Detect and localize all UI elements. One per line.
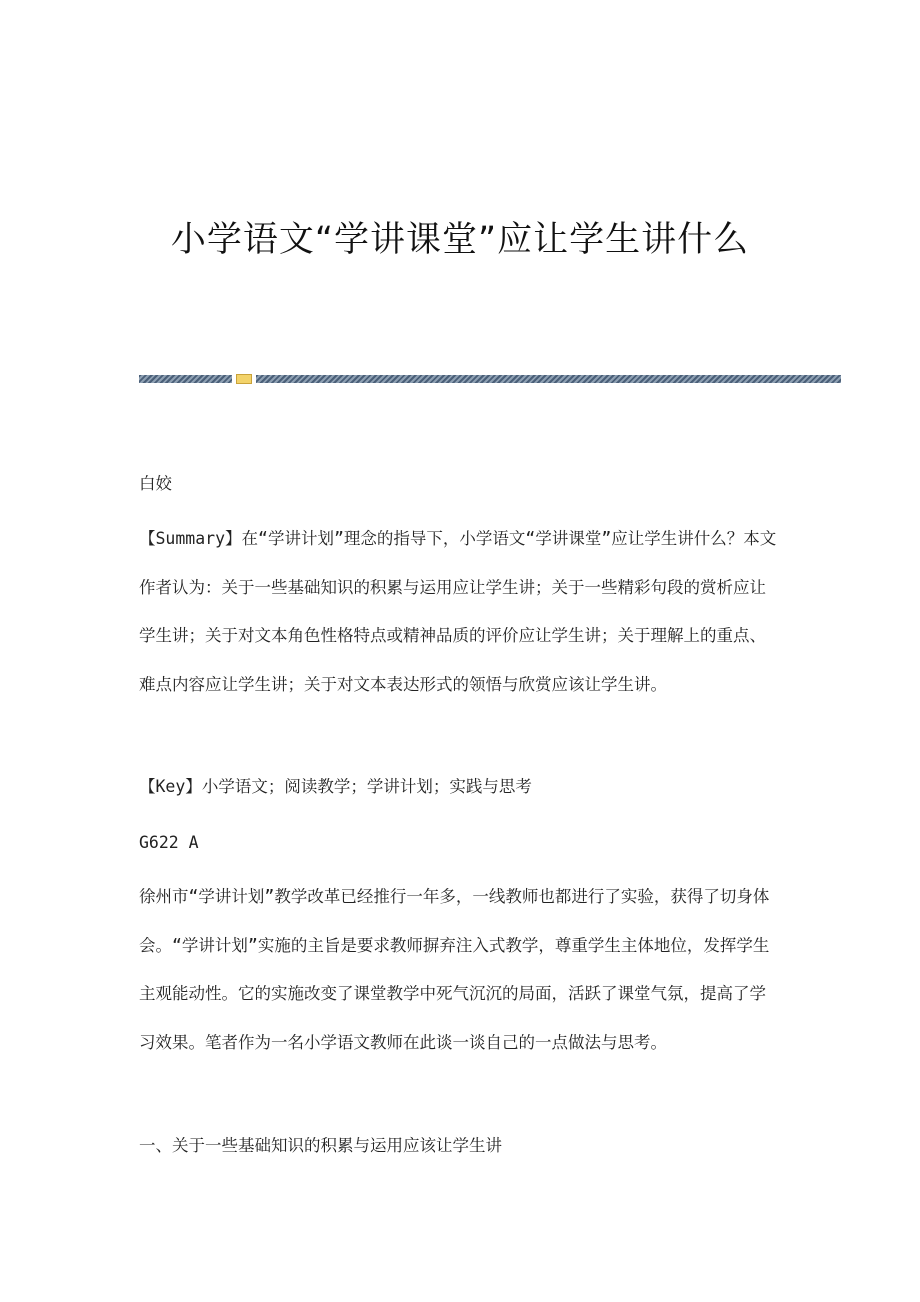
section-heading: 一、关于一些基础知识的积累与运用应该让学生讲 xyxy=(139,1136,502,1155)
keywords-label: 【Key】 xyxy=(139,777,202,796)
summary-label: 【Summary】 xyxy=(139,529,242,548)
author-name: 白姣 xyxy=(139,474,172,493)
keywords-text: 小学语文；阅读教学；学讲计划；实践与思考 xyxy=(201,777,532,796)
keywords-paragraph xyxy=(139,763,781,812)
body-paragraph: 徐州市“学讲计划”教学改革已经推行一年多，一线教师也都进行了实验，获得了切身体会。“学讲计划”实施的主旨是要求教师摒弃注入式教学，尊重学生主体地位，发挥学生主观能动性。它的实施改变了课堂教学中死气沉沉的局面，活跃了课堂气氛，提高了学习效果。笔者作为一名小学语文教师在此谈一谈自己的一点做法与思考。 xyxy=(139,887,770,1052)
title-divider-right xyxy=(256,375,841,383)
classification-code: G622 A xyxy=(139,833,199,852)
document-title: 小学语文“学讲课堂”应让学生讲什么 xyxy=(170,220,750,260)
summary-text: 在“学讲计划”理念的指导下，小学语文“学讲课堂”应让学生讲什么？本文作者认为：关于一些基础知识的积累与运用应让学生讲；关于一些精彩句段的赏析应让学生讲；关于对文本角色性格特点或精神品质的评价应让学生讲；关于理解上的重点、难点内容应让学生讲；关于对文本表达形式的领悟与欣赏应该让学生讲。 xyxy=(139,529,777,694)
summary-paragraph xyxy=(139,515,781,709)
title-divider-left xyxy=(139,375,232,383)
divider-ornament-icon xyxy=(236,374,252,384)
